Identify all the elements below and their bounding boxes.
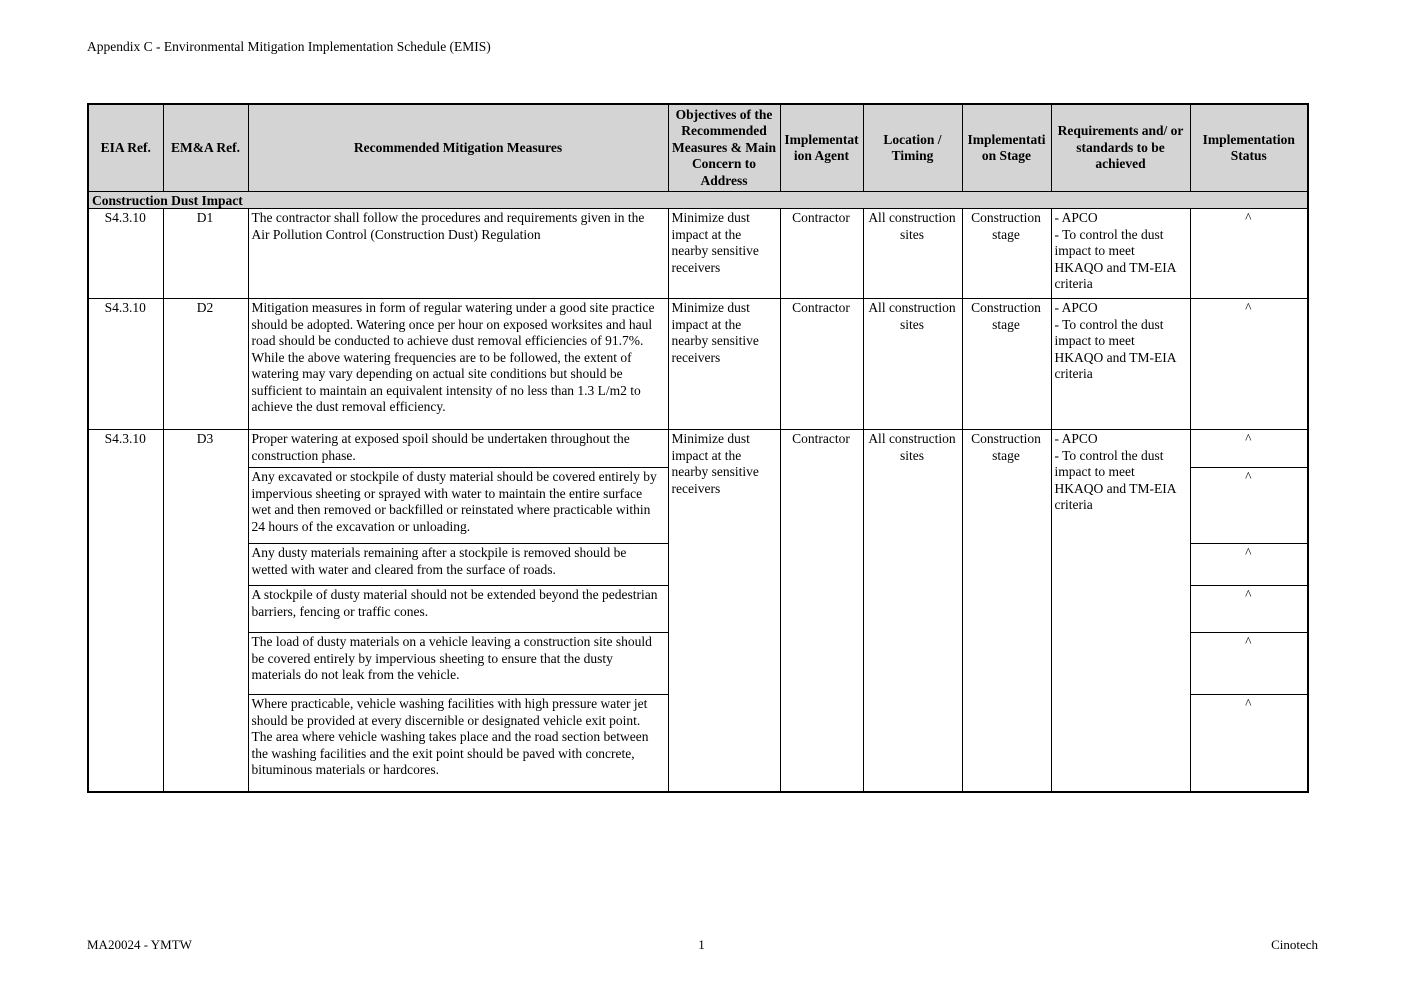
location-cell: All construction sites bbox=[863, 299, 962, 430]
stage-cell: Construction stage bbox=[962, 430, 1051, 792]
table-row bbox=[88, 299, 1308, 430]
status-cell: ^ bbox=[1190, 209, 1308, 299]
emis-table bbox=[87, 103, 1309, 793]
footer-company-name: Cinotech bbox=[1271, 937, 1318, 952]
ema-ref-cell: D2 bbox=[163, 299, 248, 430]
stage-cell: Construction stage bbox=[962, 299, 1051, 430]
measure-cell: The contractor shall follow the procedures and requirements given in the Air Pollution Control (Construction Dust) Regulation bbox=[248, 209, 668, 299]
col-header-location: Location / Timing bbox=[863, 104, 962, 192]
col-header-requirements: Requirements and/ or standards to be achieved bbox=[1051, 104, 1190, 192]
col-header-eia-ref: EIA Ref. bbox=[88, 104, 163, 192]
objective-cell: Minimize dust impact at the nearby sensitive receivers bbox=[668, 430, 780, 792]
requirement-line: - APCO bbox=[1054, 431, 1098, 447]
requirement-line: - To control the dust impact to meet HKAQO and TM-EIA criteria bbox=[1054, 316, 1176, 382]
header-row bbox=[88, 104, 1308, 192]
agent-cell: Contractor bbox=[780, 209, 863, 299]
table-row bbox=[88, 209, 1308, 299]
measure-cell: Mitigation measures in form of regular watering under a good site practice should be adopted. Watering once per hour on exposed worksites and haul road should be conducted to achieve dust removal efficiencies of 91.7%. While the above watering frequencies are to be followed, the extent of watering may vary depending on actual site conditions but should be sufficient to maintain an equivalent intensity of no less than 1.3 L/m2 to achieve the dust removal efficiency. bbox=[248, 299, 668, 430]
agent-cell: Contractor bbox=[780, 430, 863, 792]
col-header-status: Implementation Status bbox=[1190, 104, 1308, 192]
page-title: Appendix C - Environmental Mitigation Implementation Schedule (EMIS) bbox=[87, 39, 491, 54]
section-title: Construction Dust Impact bbox=[88, 192, 1308, 209]
requirement-line: - APCO bbox=[1054, 210, 1098, 226]
table-row bbox=[88, 430, 1308, 468]
ema-ref-cell: D1 bbox=[163, 209, 248, 299]
status-cell: ^ bbox=[1190, 544, 1308, 586]
requirement-line: - To control the dust impact to meet HKAQO and TM-EIA criteria bbox=[1054, 447, 1176, 513]
status-cell: ^ bbox=[1190, 468, 1308, 544]
measure-cell: The load of dusty materials on a vehicle leaving a construction site should be covered entirely by impervious sheeting to ensure that the dusty materials do not leak from the vehicle. bbox=[248, 633, 668, 695]
requirement-line: - To control the dust impact to meet HKAQO and TM-EIA criteria bbox=[1054, 226, 1176, 292]
status-cell: ^ bbox=[1190, 586, 1308, 633]
requirements-cell bbox=[1051, 430, 1190, 792]
measure-cell: A stockpile of dusty material should not be extended beyond the pedestrian barriers, fencing or traffic cones. bbox=[248, 586, 668, 633]
section-row bbox=[88, 192, 1308, 209]
ema-ref-cell: D3 bbox=[163, 430, 248, 792]
measure-cell: Where practicable, vehicle washing facilities with high pressure water jet should be provided at every discernible or designated vehicle exit point. The area where vehicle washing takes place and the road section between the washing facilities and the exit point should be paved with concrete, bituminous materials or hardcores. bbox=[248, 695, 668, 792]
eia-ref-cell: S4.3.10 bbox=[88, 299, 163, 430]
objective-cell: Minimize dust impact at the nearby sensitive receivers bbox=[668, 209, 780, 299]
status-cell: ^ bbox=[1190, 299, 1308, 430]
agent-cell: Contractor bbox=[780, 299, 863, 430]
eia-ref-cell: S4.3.10 bbox=[88, 209, 163, 299]
col-header-objectives: Objectives of the Recommended Measures & Main Concern to Address bbox=[668, 104, 780, 192]
objective-cell: Minimize dust impact at the nearby sensitive receivers bbox=[668, 299, 780, 430]
footer-project-code: MA20024 - YMTW bbox=[87, 937, 192, 952]
status-cell: ^ bbox=[1190, 633, 1308, 695]
measure-cell: Any excavated or stockpile of dusty material should be covered entirely by impervious sheeting or sprayed with water to maintain the entire surface wet and then removed or backfilled or reinstated where practicable within 24 hours of the excavation or unloading. bbox=[248, 468, 668, 544]
col-header-ema-ref: EM&A Ref. bbox=[163, 104, 248, 192]
eia-ref-cell: S4.3.10 bbox=[88, 430, 163, 792]
requirements-cell bbox=[1051, 209, 1190, 299]
location-cell: All construction sites bbox=[863, 209, 962, 299]
status-cell: ^ bbox=[1190, 430, 1308, 468]
page-number: 1 bbox=[698, 937, 705, 952]
col-header-measures: Recommended Mitigation Measures bbox=[248, 104, 668, 192]
measure-cell: Proper watering at exposed spoil should be undertaken throughout the construction phase. bbox=[248, 430, 668, 468]
col-header-stage: Implementation Stage bbox=[962, 104, 1051, 192]
status-cell: ^ bbox=[1190, 695, 1308, 792]
stage-cell: Construction stage bbox=[962, 209, 1051, 299]
measure-cell: Any dusty materials remaining after a stockpile is removed should be wetted with water and cleared from the surface of roads. bbox=[248, 544, 668, 586]
requirements-cell bbox=[1051, 299, 1190, 430]
col-header-agent: Implementation Agent bbox=[780, 104, 863, 192]
requirement-line: - APCO bbox=[1054, 300, 1098, 316]
location-cell: All construction sites bbox=[863, 430, 962, 792]
